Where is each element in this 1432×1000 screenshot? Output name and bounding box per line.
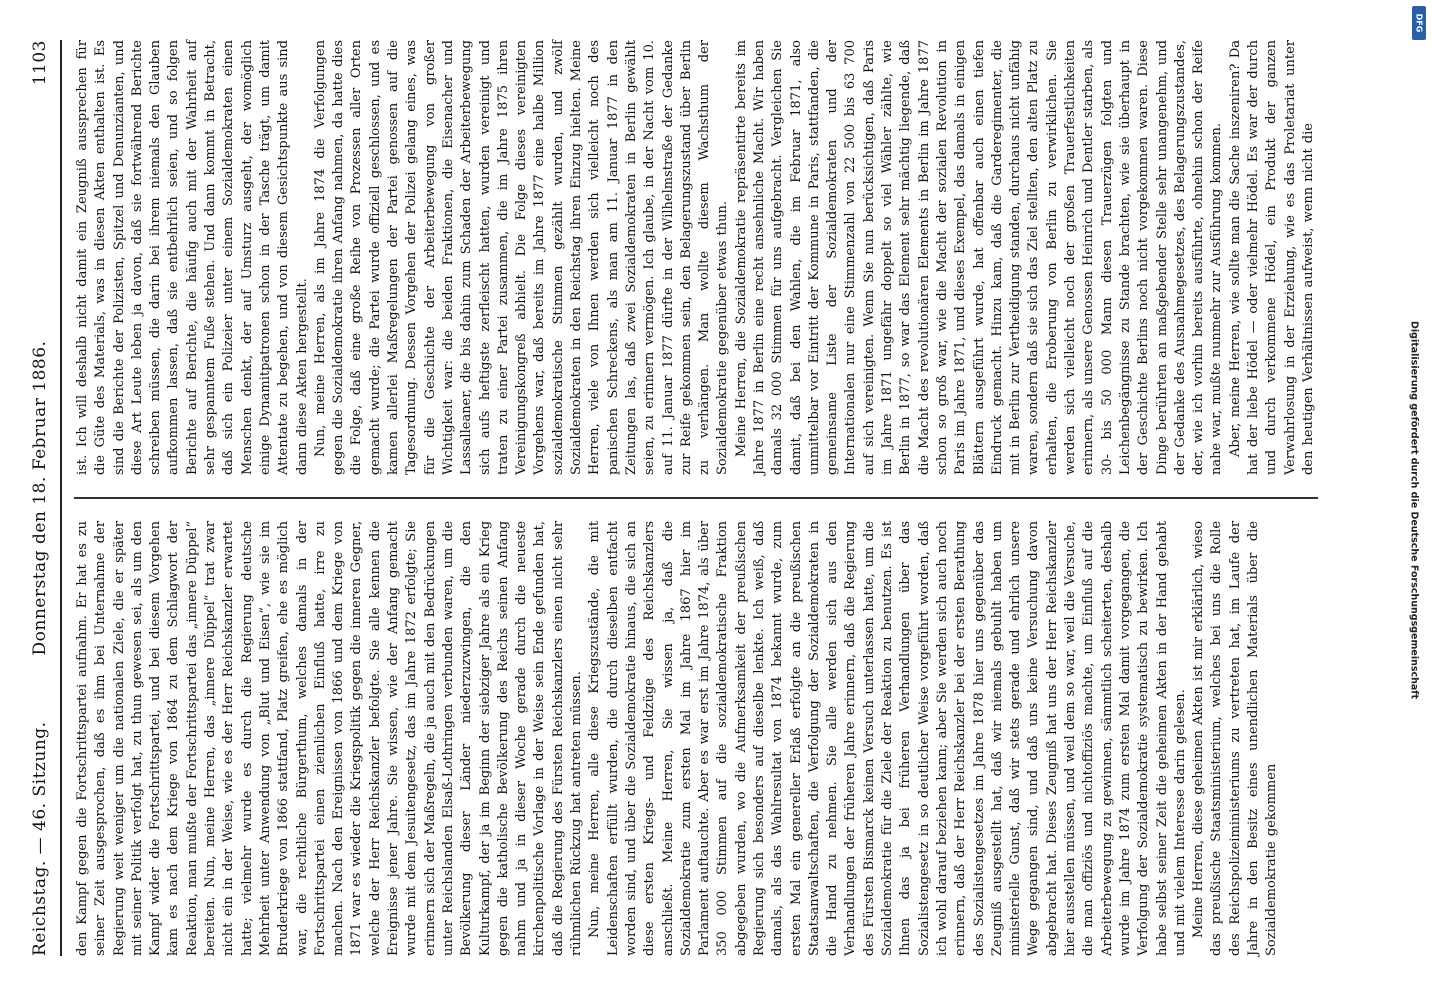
- column-divider: [74, 497, 1318, 499]
- column-right: [74, 40, 1318, 475]
- dfg-logo-icon: [1412, 6, 1426, 40]
- dfg-logo-text: DFG: [1414, 13, 1424, 33]
- page-header: [26, 40, 62, 956]
- page-number: 1103: [30, 40, 50, 86]
- paragraph: Nun, meine Herren, als im Jahre 1874 die Verfolgungen gegen die Sozialdemokratie ihren Anfang nahmen, da hatte dies die Folge, daß eine große Reihe von Prozessen aller Orten gemacht wurde; die Partei wurde offiziell geschlossen, und es kamen allerlei Maßregelungen der Partei genossen auf die Tagesordnung. Dessen Vorgehen der Polizei gelang eines, was für die Geschichte der Arbeiterbewegung von großer Wichtigkeit war: die beiden Fraktionen, die Eisenacher und Lassalleaner, die bis dahin zum Schaden der Arbeiterbewegung sich aufs heftigste zerfleischt hatten, wurden vereinigt und traten zu einer Partei zusammen, die im Jahre 1875 ihren Vereinigungskongreß abhielt. Die Folge dieses vereinigten Vorgehens war, daß bereits im Jahre 1877 eine halbe Million sozialdemokratische Stimmen gezählt wurden, und zwölf Sozialdemokraten in den Reichstag ihren Einzug hielten. Meine Herren, viele von Ihnen werden sich vielleicht noch des panischen Schreckens, als man am 11. Januar 1877 in den Zeitungen las, daß zwei Sozialdemokraten in Berlin gewählt seien, zu erinnern vermögen. Ich glaube, in der Nacht vom 10. auf 11. Januar 1877 dürfte in der Wilhelmstraße der Gedanke zur Reife gekommen sein, den Belagerungszustand über Berlin zu verhängen. Man wollte diesem Wachsthum der Sozialdemokratie gegenüber etwas thun.: [312, 40, 731, 476]
- paragraph: Meine Herren, die Sozialdemokratie repräsentirte bereits im Jahre 1877 in Berlin eine recht ansehnliche Macht. Wir haben damals 32 000 Stimmen für uns aufgebracht. Vergleichen Sie damit, daß bei den Wahlen, die im Februar 1871, also unmittelbar vor Eintritt der Kommune in Paris, stattfanden, die gemeinsame Liste der Sozialdemokraten und der Internationalen nur eine Stimmenzahl von 22 500 bis 63 700 auf sich vereinigten. Wenn Sie nun berücksichtigen, daß Paris im Jahre 1871 ungefähr doppelt so viel Wähler zählte, wie Berlin in 1877, so war das Element sehr mächtig liegende, daß die Macht des revolutionären Elements in Berlin im Jahre 1877 schon so groß war, wie die Macht der sozialen Revolution in Paris im Jahre 1871, und dieses Exempel, das damals in einigen Blättern ausgeführt wurde, hat offenbar auch einen tiefen Eindruck gemacht. Hinzu kam, daß die Garderegimenter, die mit in Berlin zur Vertheidigung standen, durchaus nicht unfähig waren, sondern daß sie sich das Ziel stellten, den alten Platz zu erhalten, die Eroberung von Berlin zu verwirklichen. Sie werden sich vielleicht noch der großen Trauerfestlichkeiten erinnern, als unsere Genossen Heinrich und Dentler starben, als 30- bis 50 000 Mann diesen Trauerzügen folgten und Leichenbegängnisse zu Stande brachten, wie sie überhaupt in der Geschichte Berlins noch nicht vorgekommen waren. Diese Dinge berührten an maßgebender Stelle sehr unangenehm, und der Gedanke des Ausnahmegesetzes, des Belagerungszustandes, der, wie ich vorhin bereits ausführte, ohnehin schon der Reife nahe war, mußte nunmehr zur Ausführung kommen.: [733, 40, 1225, 476]
- paragraph: Nun, meine Herren, alle diese Kriegszustände, die mit Leidenschaften erfüllt wurden, die durch dieselben entfacht worden sind, und über die Sozialdemokratie hinaus, die sich an diese ersten Kriegs- und Feldzüge des Reichskanzlers anschließt. Meine Herren, Sie wissen ja, daß die Sozialdemokratie zum ersten Mal im Jahre 1867 hier im Parlament auftauchte. Aber es war erst im Jahre 1874, als über 350 000 Stimmen auf die sozialdemokratische Fraktion abgegeben wurden, wo die Aufmerksamkeit der preußischen Regierung sich besonders auf dieselbe lenkte. Ich weiß, daß damals, als das Wahlresultat von 1874 bekannt wurde, zum ersten Mal ein genereller Erlaß erfolgte an die preußischen Staatsanwaltschaften, die Verfolgung der Sozialdemokraten in die Hand zu nehmen. Sie alle werden sich aus den Verhandlungen der früheren Jahre erinnern, daß die Regierung des Fürsten Bismarck keinen Versuch unterlassen hatte, um die Sozialdemokratie für die Ziele der Reaktion zu benutzen. Es ist Ihnen das ja bei früheren Verhandlungen über das Sozialistengesetz in so deutlicher Weise vorgeführt worden, daß ich wohl darauf beziehen kann; aber Sie werden sich auch noch erinnern, daß der Herr Reichskanzler bei der ersten Berathung des Sozialistengesetzes im Jahre 1878 hier uns gegenüber das Zeugniß ausgestellt hat, daß wir niemals gebuhlt haben um ministerielle Gunst, daß wir stets gerade und ehrlich unsere Wege gegangen sind, und daß uns keine Versuchung davon abgebracht hat. Dieses Zeugniß hat uns der Herr Reichskanzler hier ausstellen müssen, und weil dem so war, weil die Versuche, die man offiziös und nichtoffiziös machte, um Einfluß auf die Arbeiterbewegung zu gewinnen, sämmtlich scheiterten, deshalb wurde im Jahre 1874 zum ersten Mal damit vorgegangen, die Verfolgung der Sozialdemokratie systematisch zu bewirken. Ich habe selbst seiner Zeit die geheimen Akten in der Hand gehabt und mit vielem Interesse darin gelesen.: [587, 520, 1188, 956]
- text-columns: [74, 40, 1318, 956]
- column-left: [74, 521, 1318, 956]
- paragraph: Meine Herren, diese geheimen Akten ist mir erklärlich, wieso das preußische Staatsministerium, welches bei uns die Rolle des Reichspolizeiministeriums zu vertreten hat, im Laufe der Jahre in den Besitz eines unendlichen Materials über die Sozialdemokratie gekommen: [1191, 520, 1280, 956]
- paragraph: ist. Ich will deshalb nicht damit ein Zeugniß aussprechen für die Güte des Materials, was in diesen Akten enthalten ist. Es sind die Berichte der Polizisten, Spitzel und Denunzianten, und diese Art Leute leben ja davon, daß sie fortwährend Berichte schreiben müssen, die darin bei ihrem niemals den Glauben aufkommen lassen, daß sie entbehrlich seien, und so folgen Berichte auf Berichte, die häufig auch mit der Wahrheit auf sehr gespanntem Fuße stehen. Und dann kommt in Betracht, daß sich ein Polizeier unter einem Sozialdemokraten einen Menschen denkt, der auf Umsturz ausgeht, der womöglich einige Dynamitpatronen schon in der Tasche trägt, um damit Attentate zu begehen, und von diesem Gesichtspunkte aus sind dann diese Akten hergestellt.: [75, 40, 310, 476]
- header-session: Reichstag. — 46. Sitzung.: [30, 721, 50, 956]
- paragraph: Aber, meine Herren, wie sollte man die Sache inszeniren? Da hat der liebe Hödel — oder vielmehr Hödel. Es war der durch und durch verkommene Hödel, ein Produkt der ganzen Verwahrlosung in der Erziehung, wie es das Proletariat unter den heutigen Verhältnissen aufweist, wenn nicht die: [1227, 40, 1316, 476]
- digitization-note: [1406, 30, 1422, 990]
- digitization-note-text: Digitalisierung gefördert durch die Deutsche Forschungsgemeinschaft: [1408, 321, 1420, 699]
- header-date: Donnerstag den 18. Februar 1886.: [30, 340, 50, 656]
- paragraph: den Kampf gegen die Fortschrittspartei aufnahm. Er hat es zu seiner Zeit ausgesprochen, daß es ihm bei Unternahme der Regierung weit weniger um die nationalen Ziele, die er später mit seiner Politik verfolgt hat, zu thun gewesen sei, als um den Kampf wider die Fortschrittspartei, und bei diesem Vorgehen kam es nach dem Kriege von 1864 zu dem Schlagwort der Reaktion, man mußte der Fortschrittspartei das „innere Düppel“ bereiten. Nun, meine Herren, das „innere Düppel“ trat zwar nicht ein in der Weise, wie es der Herr Reichskanzler erwartet hatte; vielmehr wurde es durch die Regierung deutsche Mehrheit unter Anwendung von „Blut und Eisen“, wie sie im Bruderkriege von 1866 stattfand, Platz greifen, ehe es möglich war, die rechtliche Bürgerthum, welches damals in der Fortschrittspartei einen ziemlichen Einfluß hatte, irre zu machen. Nach den Ereignissen von 1866 und dem Kriege von 1871 war es wieder die Kriegspolitik gegen die inneren Gegner, welche der Herr Reichskanzler befolgte. Sie alle kennen die Ereignisse jener Jahre. Sie wissen, wie der Anfang gemacht wurde mit dem Jesuitengesetz, das im Jahre 1872 erfolgte; Sie erinnern sich der Maßregeln, die ja auch mit den Bedrückungen unter Reichslanden Elsaß-Lothringen verbunden waren, um die Bevölkerung dieser Länder niederzuzwingen, die den Kulturkampf, der ja im Beginn der siebziger Jahre als ein Krieg gegen die katholische Bevölkerung des Reichs seinen Anfang nahm und ja in dieser Woche gerade durch die neueste kirchenpolitische Vorlage in der Weise sein Ende gefunden hat, daß die Regierung des Fürsten Reichskanzlers einen nicht sehr rühmlichen Rückzug hat antreten müssen.: [75, 520, 585, 956]
